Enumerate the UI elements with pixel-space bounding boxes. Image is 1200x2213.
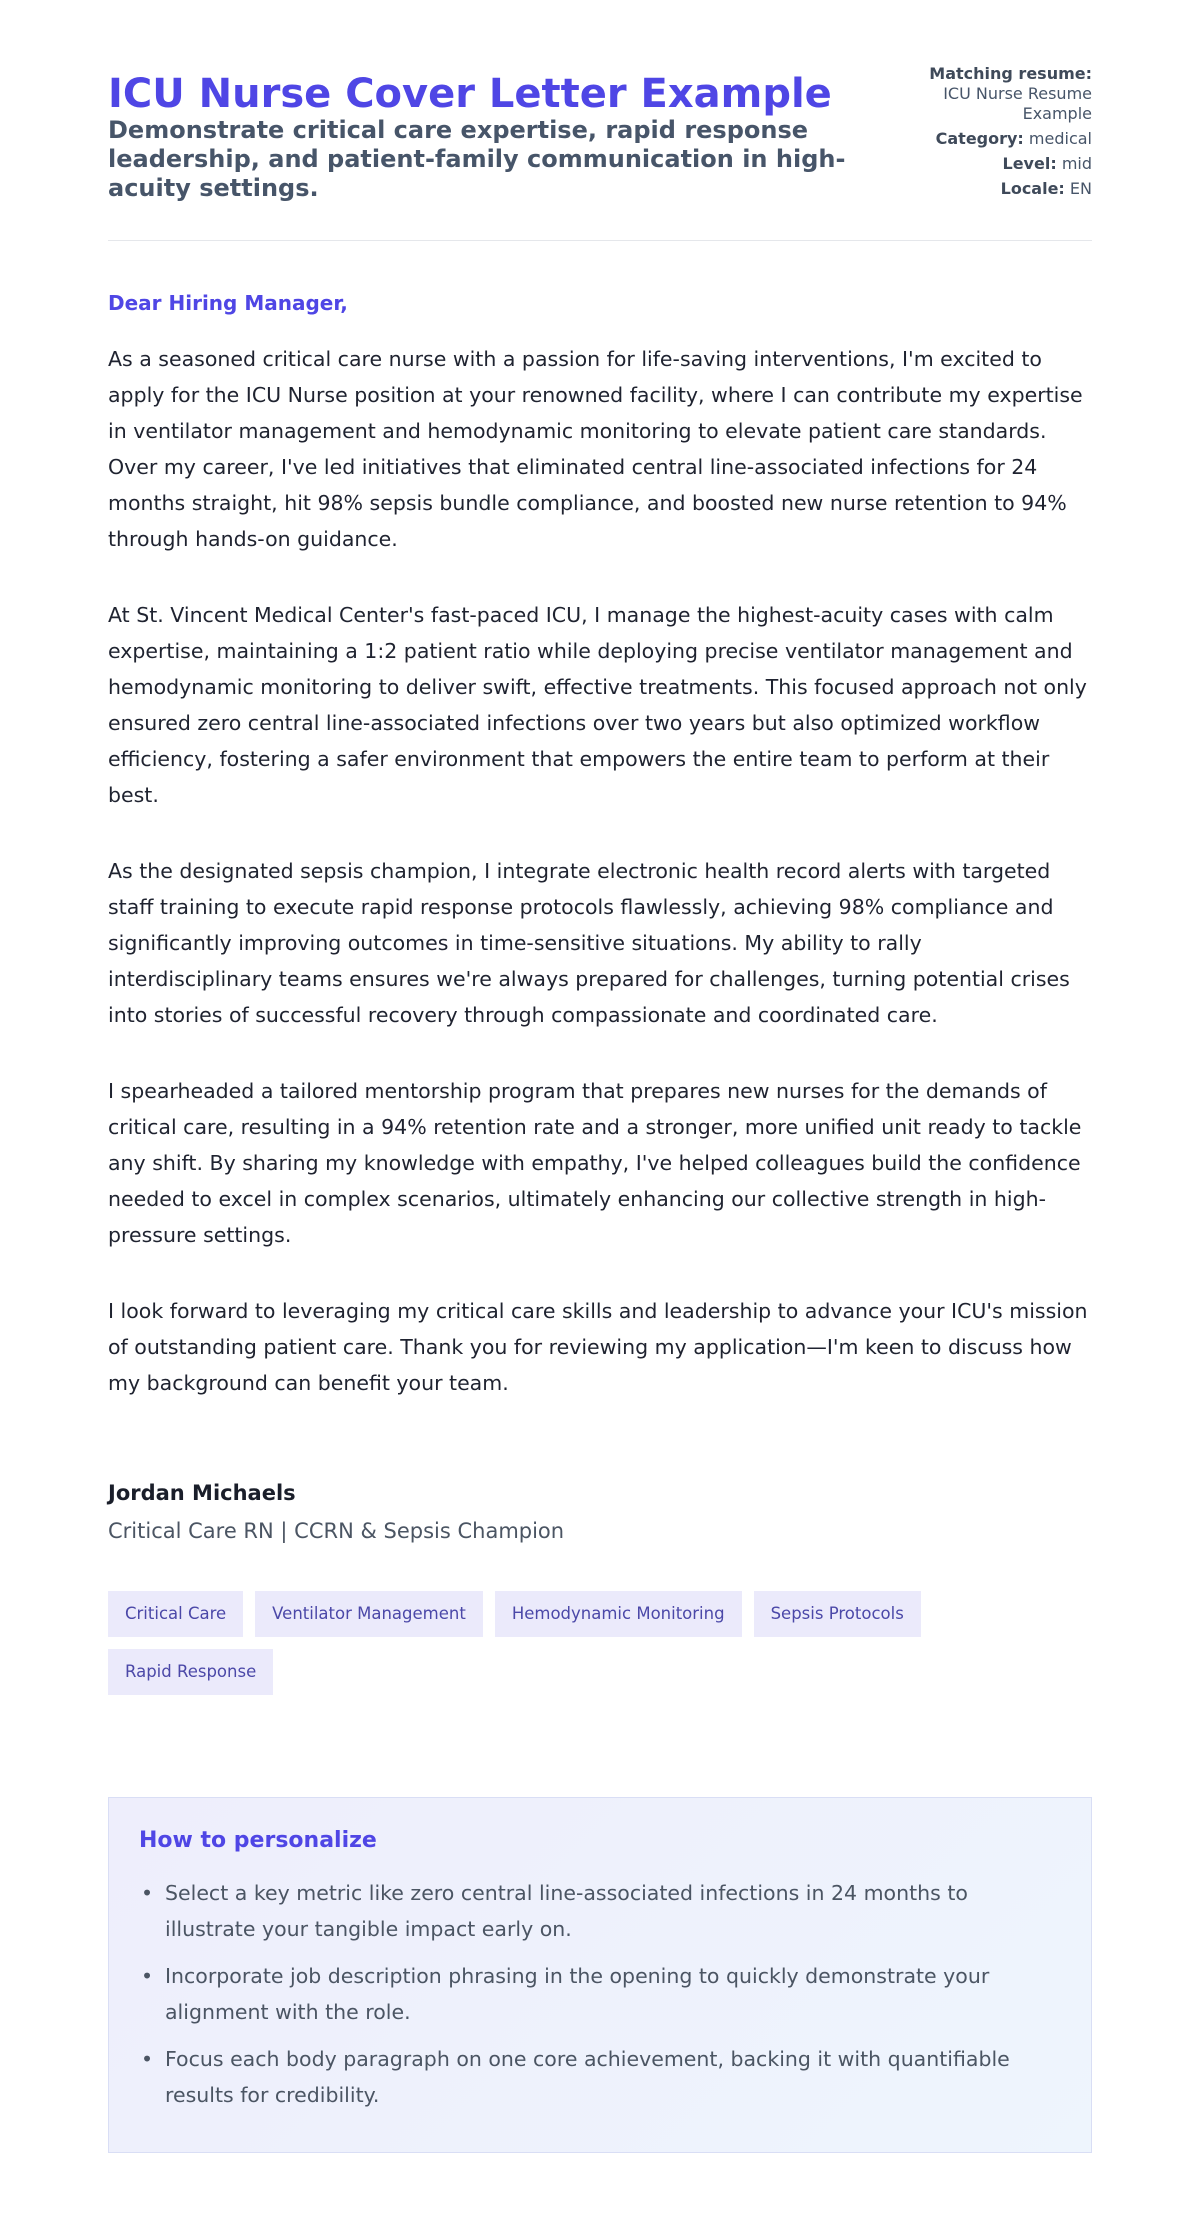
personalize-tips-box (108, 1797, 1092, 2153)
skill-tags (108, 1591, 1008, 1695)
letter-paragraph: As the designated sepsis champion, I integrate electronic health record alerts with targeted staff training to execute rapid response protocols flawlessly, achieving 98% compliance and significantly improving outcomes in time-sensitive situations. My ability to rally interdisciplinary teams ensures we're always prepared for challenges, turning potential crises into stories of successful recovery through compassionate and coordinated care. (108, 859, 1070, 1027)
meta-matching-resume (892, 64, 1092, 124)
signature-block (108, 1481, 1092, 1543)
skill-tag: Rapid Response (108, 1649, 273, 1695)
letter-paragraph: At St. Vincent Medical Center's fast-paced ICU, I manage the highest-acuity cases with calm expertise, maintaining a 1:2 patient ratio while deploying precise ventilator management and hemodynamic monitoring to deliver swift, effective treatments. This focused approach not only ensured zero central line-associated infections over two years but also optimized workflow efficiency, fostering a safer environment that empowers the entire team to perform at their best. (108, 603, 1087, 807)
salutation: Dear Hiring Manager, (108, 291, 348, 315)
tips-title: How to personalize (139, 1828, 377, 1853)
tip-item: • Incorporate job description phrasing in the opening to quickly demonstrate your alignment with the role. (139, 1958, 1061, 2030)
meta-panel (892, 64, 1092, 204)
meta-locale-label: Locale: (1000, 179, 1065, 198)
tip-item: • Focus each body paragraph on one core achievement, backing it with quantifiable results for credibility. (139, 2041, 1061, 2113)
meta-locale (892, 179, 1092, 199)
meta-category-value: medical (1028, 129, 1092, 148)
letter-paragraph: I spearheaded a tailored mentorship program that prepares new nurses for the demands of critical care, resulting in a 94% retention rate and a stronger, more unified unit ready to tackle any shift. By sharing my knowledge with empathy, I've helped colleagues build the confidence needed to excel in complex scenarios, ultimately enhancing our collective strength in high-pressure settings. (108, 1079, 1082, 1247)
meta-category-label: Category: (935, 129, 1024, 148)
header-titles (108, 64, 868, 203)
meta-locale-value: EN (1069, 179, 1092, 198)
skill-tag: Hemodynamic Monitoring (495, 1591, 742, 1637)
signature-title: Critical Care RN | CCRN & Sepsis Champion (108, 1519, 565, 1543)
letter-paragraph: As a seasoned critical care nurse with a passion for life-saving interventions, I'm excited to apply for the ICU Nurse position at your renowned facility, where I can contribute my expertise in ventilator management and hemodynamic monitoring to elevate patient care standards. Over my career, I've led initiatives that eliminated central line-associated infections for 24 months straight, hit 98% sepsis bundle compliance, and boosted new nurse retention to 94% through hands-on guidance. (108, 347, 1083, 551)
meta-matching-resume-label: Matching resume: (929, 64, 1092, 83)
letter-paragraph: I look forward to leveraging my critical care skills and leadership to advance your ICU's mission of outstanding patient care. Thank you for reviewing my application—I'm keen to discuss how my background can benefit your team. (108, 1299, 1088, 1395)
letter-body (108, 291, 1092, 1401)
page-header (108, 64, 1092, 241)
signature-name: Jordan Michaels (108, 1481, 296, 1505)
skill-tag: Sepsis Protocols (754, 1591, 921, 1637)
tip-item: • Select a key metric like zero central line-associated infections in 24 months to illustrate your tangible impact early on. (139, 1875, 1061, 1947)
meta-level (892, 154, 1092, 174)
meta-matching-resume-value: ICU Nurse Resume Example (943, 84, 1092, 123)
meta-category (892, 129, 1092, 149)
meta-level-label: Level: (1002, 154, 1057, 173)
skill-tag: Critical Care (108, 1591, 243, 1637)
skill-tag: Ventilator Management (255, 1591, 483, 1637)
page-subtitle: Demonstrate critical care expertise, rapid response leadership, and patient-family communication in high-acuity settings. (108, 116, 846, 202)
page-title: ICU Nurse Cover Letter Example (108, 71, 832, 117)
meta-level-value: mid (1061, 154, 1092, 173)
tips-list (139, 1875, 1061, 2113)
